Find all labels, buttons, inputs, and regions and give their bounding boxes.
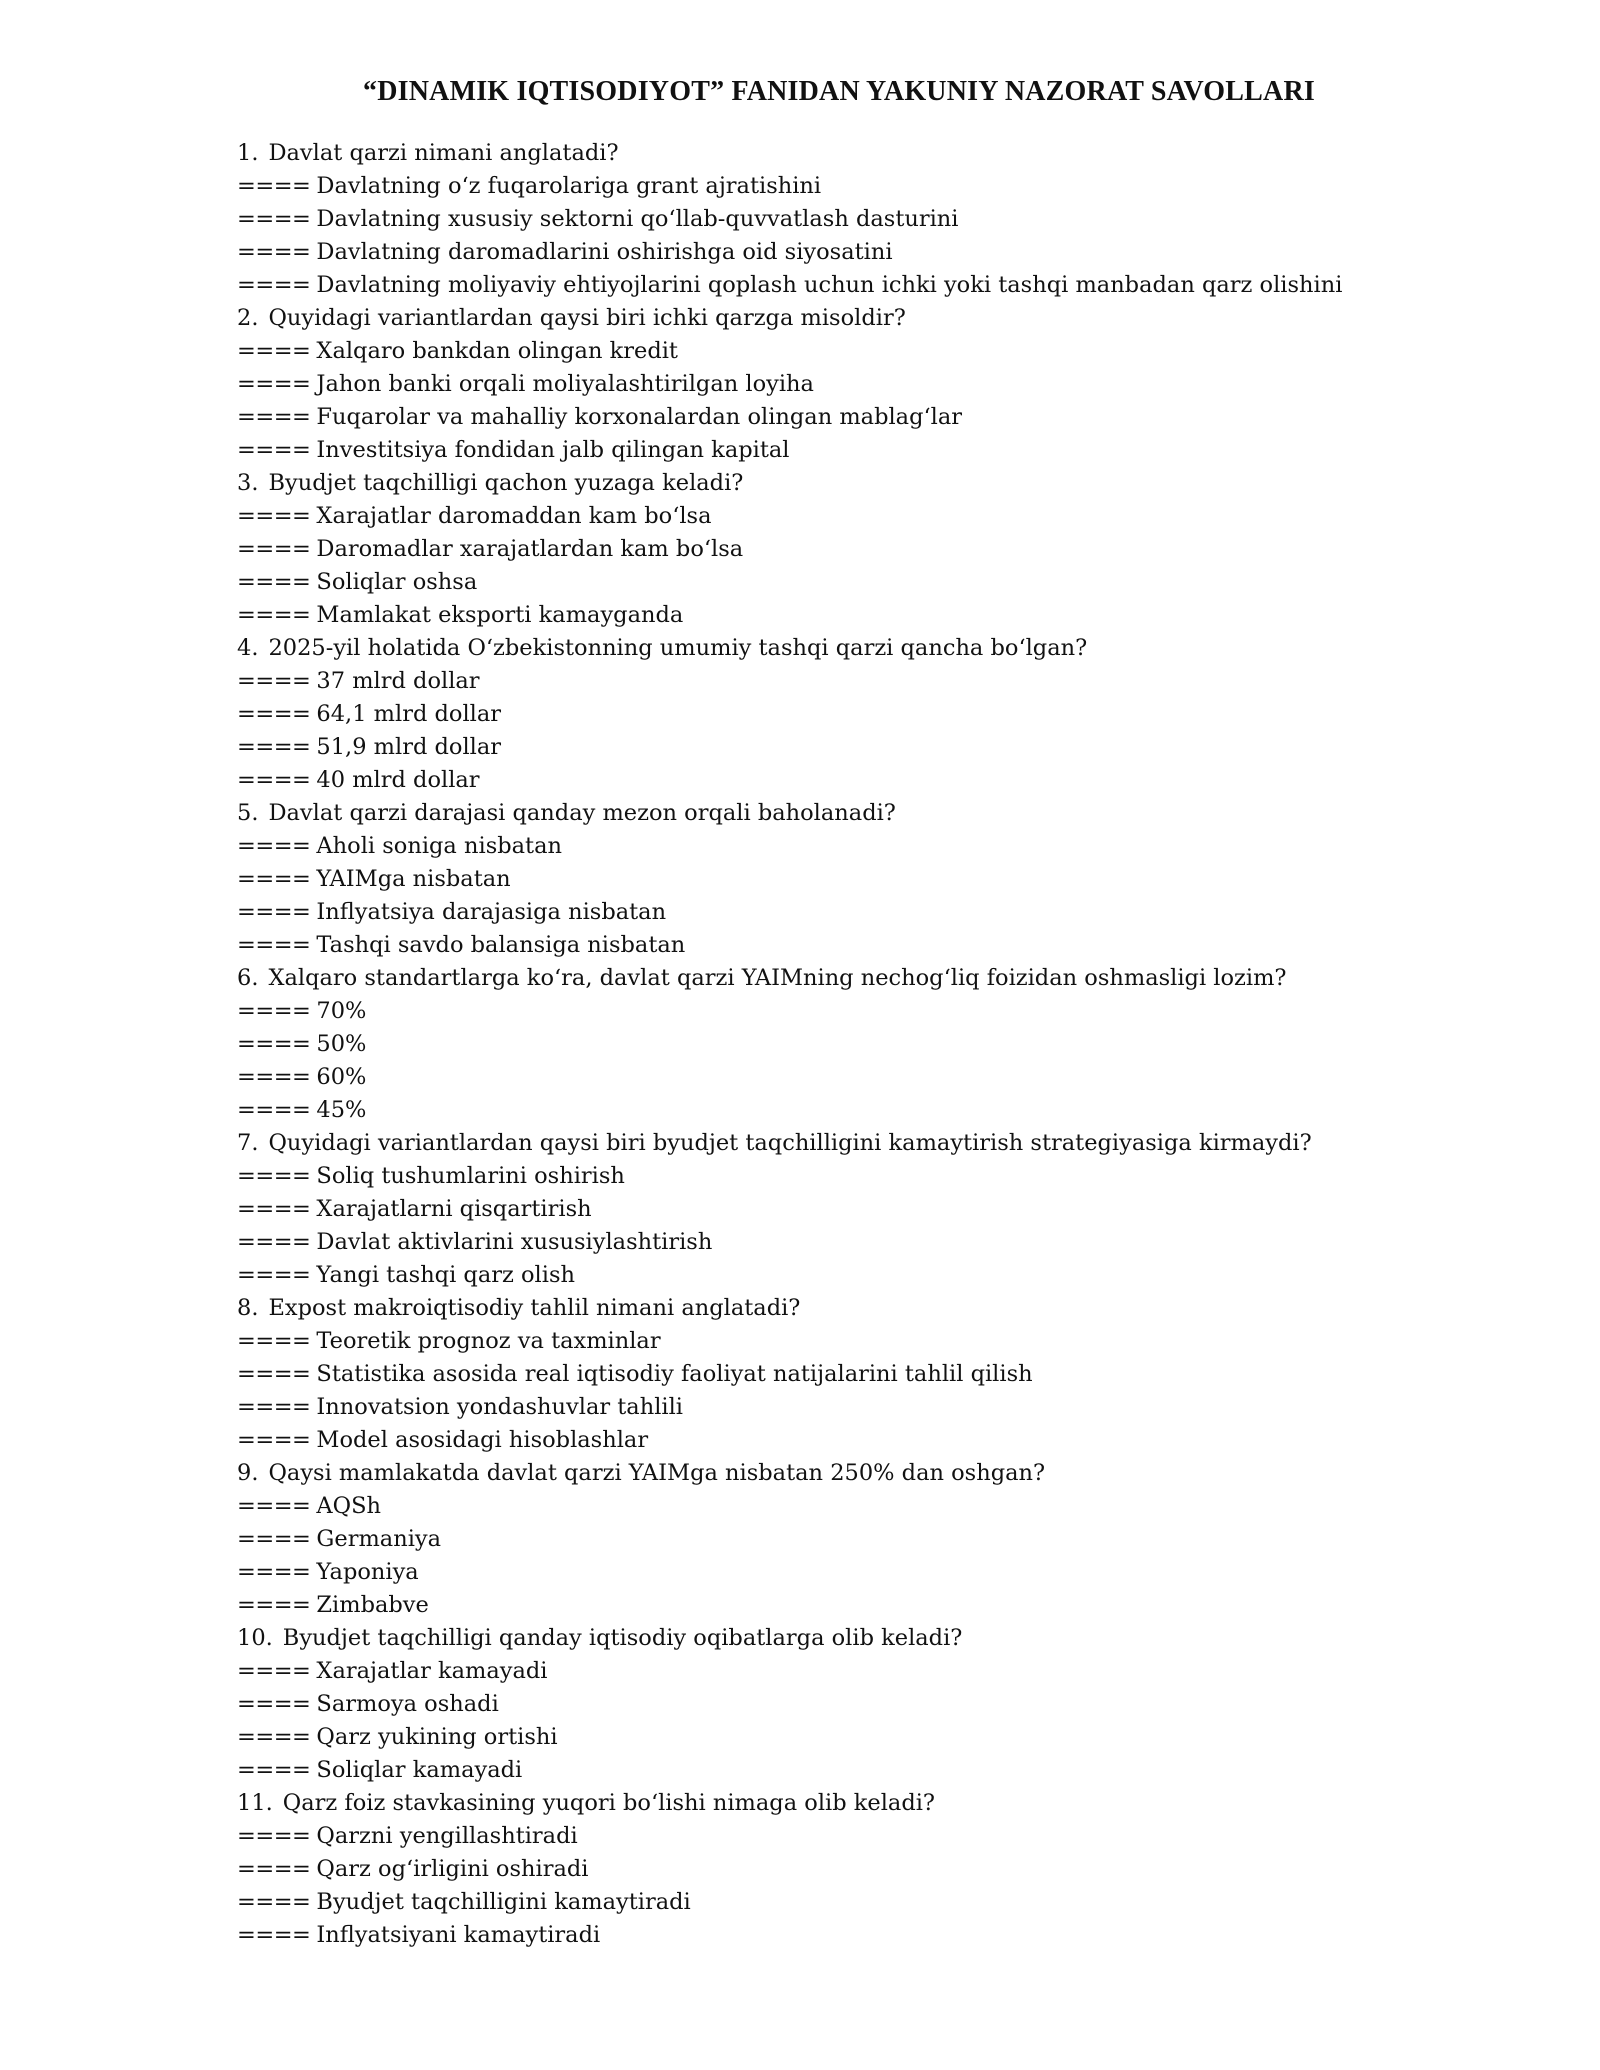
option-text: Qarzni yengillashtiradi: [316, 1823, 578, 1849]
option-text: 50%: [316, 1031, 367, 1057]
answer-option: [237, 1226, 1487, 1259]
option-text: Aholi soniga nisbatan: [316, 833, 562, 859]
answer-option: [237, 1358, 1487, 1391]
option-text: Yangi tashqi qarz olish: [316, 1262, 575, 1288]
option-text: Model asosidagi hisoblashlar: [316, 1427, 649, 1453]
question-line: [237, 1622, 1487, 1655]
question-block: [237, 1292, 1487, 1457]
answer-option: [237, 1820, 1487, 1853]
answer-option: [237, 896, 1487, 929]
option-text: Davlatning moliyaviy ehtiyojlarini qoplash uchun ichki yoki tashqi manbadan qarz olishini: [316, 272, 1343, 298]
option-text: Innovatsion yondashuvlar tahlili: [316, 1394, 683, 1420]
option-marker: ====: [237, 602, 311, 628]
answer-option: [237, 170, 1487, 203]
option-marker: ====: [237, 1196, 311, 1222]
option-marker: ====: [237, 701, 311, 727]
option-text: Xalqaro bankdan olingan kredit: [316, 338, 678, 364]
option-text: YAIMga nisbatan: [316, 866, 511, 892]
answer-option: [237, 1391, 1487, 1424]
option-marker: ====: [237, 1394, 311, 1420]
question-text: Byudjet taqchilligi qachon yuzaga keladi?: [268, 470, 744, 496]
answer-option: [237, 1556, 1487, 1589]
question-block: [237, 1127, 1487, 1292]
document-title: “DINAMIK IQTISODIYOT” FANIDAN YAKUNIY NAZORAT SAVOLLARI: [363, 76, 1315, 107]
option-marker: ====: [237, 833, 311, 859]
option-text: Xarajatlarni qisqartirish: [316, 1196, 592, 1222]
question-block: [237, 962, 1487, 1127]
question-number: 2.: [237, 305, 259, 331]
option-marker: ====: [237, 371, 311, 397]
question-text: Quyidagi variantlardan qaysi biri ichki qarzga misoldir?: [268, 305, 906, 331]
option-marker: ====: [237, 536, 311, 562]
question-block: [237, 137, 1487, 302]
option-marker: ====: [237, 1922, 311, 1948]
answer-option: [237, 1193, 1487, 1226]
question-line: [237, 632, 1487, 665]
option-text: 45%: [316, 1097, 367, 1123]
answer-option: [237, 1589, 1487, 1622]
answer-option: [237, 1160, 1487, 1193]
question-text: Xalqaro standartlarga ko‘ra, davlat qarzi YAIMning nechog‘liq foizidan oshmasligi lozim?: [268, 965, 1287, 991]
answer-option: [237, 1490, 1487, 1523]
question-line: [237, 1787, 1487, 1820]
option-text: 40 mlrd dollar: [316, 767, 480, 793]
question-line: [237, 962, 1487, 995]
option-text: Xarajatlar daromaddan kam bo‘lsa: [316, 503, 712, 529]
option-marker: ====: [237, 1262, 311, 1288]
question-line: [237, 302, 1487, 335]
question-number: 4.: [237, 635, 259, 661]
option-text: Investitsiya fondidan jalb qilingan kapital: [316, 437, 790, 463]
option-marker: ====: [237, 1592, 311, 1618]
answer-option: [237, 764, 1487, 797]
question-text: Qarz foiz stavkasining yuqori bo‘lishi nimaga olib keladi?: [282, 1790, 935, 1816]
option-marker: ====: [237, 404, 311, 430]
answer-option: [237, 1259, 1487, 1292]
answer-option: [237, 1721, 1487, 1754]
question-block: [237, 1787, 1487, 1952]
answer-option: [237, 1094, 1487, 1127]
option-text: Tashqi savdo balansiga nisbatan: [316, 932, 686, 958]
option-text: Qarz yukining ortishi: [316, 1724, 558, 1750]
question-block: [237, 467, 1487, 632]
option-text: Xarajatlar kamayadi: [316, 1658, 548, 1684]
answer-option: [237, 665, 1487, 698]
option-text: Zimbabve: [316, 1592, 429, 1618]
question-line: [237, 797, 1487, 830]
option-text: Inflyatsiya darajasiga nisbatan: [316, 899, 667, 925]
question-list: [237, 137, 1487, 1952]
answer-option: [237, 368, 1487, 401]
answer-option: [237, 1754, 1487, 1787]
question-text: Davlat qarzi darajasi qanday mezon orqali baholanadi?: [268, 800, 896, 826]
question-number: 7.: [237, 1130, 259, 1156]
option-text: Qarz og‘irligini oshiradi: [316, 1856, 589, 1882]
answer-option: [237, 500, 1487, 533]
question-number: 5.: [237, 800, 259, 826]
option-text: Teoretik prognoz va taxminlar: [316, 1328, 661, 1354]
answer-option: [237, 269, 1487, 302]
option-marker: ====: [237, 1427, 311, 1453]
option-text: Mamlakat eksporti kamayganda: [316, 602, 684, 628]
option-marker: ====: [237, 734, 311, 760]
option-text: 37 mlrd dollar: [316, 668, 480, 694]
question-number: 1.: [237, 140, 259, 166]
answer-option: [237, 1424, 1487, 1457]
answer-option: [237, 1655, 1487, 1688]
option-marker: ====: [237, 437, 311, 463]
option-marker: ====: [237, 1889, 311, 1915]
answer-option: [237, 203, 1487, 236]
option-text: 64,1 mlrd dollar: [316, 701, 502, 727]
answer-option: [237, 1688, 1487, 1721]
question-text: Byudjet taqchilligi qanday iqtisodiy oqibatlarga olib keladi?: [282, 1625, 963, 1651]
answer-option: [237, 1523, 1487, 1556]
answer-option: [237, 1853, 1487, 1886]
option-marker: ====: [237, 1856, 311, 1882]
answer-option: [237, 1061, 1487, 1094]
question-line: [237, 1457, 1487, 1490]
question-number: 8.: [237, 1295, 259, 1321]
question-line: [237, 137, 1487, 170]
answer-option: [237, 599, 1487, 632]
option-marker: ====: [237, 1724, 311, 1750]
option-marker: ====: [237, 932, 311, 958]
option-marker: ====: [237, 239, 311, 265]
option-marker: ====: [237, 1559, 311, 1585]
option-text: Germaniya: [316, 1526, 442, 1552]
answer-option: [237, 335, 1487, 368]
option-marker: ====: [237, 338, 311, 364]
option-marker: ====: [237, 1691, 311, 1717]
option-marker: ====: [237, 1229, 311, 1255]
answer-option: [237, 995, 1487, 1028]
option-marker: ====: [237, 1361, 311, 1387]
option-text: 70%: [316, 998, 367, 1024]
option-text: 60%: [316, 1064, 367, 1090]
option-text: Daromadlar xarajatlardan kam bo‘lsa: [316, 536, 744, 562]
option-marker: ====: [237, 1526, 311, 1552]
option-marker: ====: [237, 1658, 311, 1684]
option-text: Davlatning o‘z fuqarolariga grant ajratishini: [316, 173, 822, 199]
question-text: Davlat qarzi nimani anglatadi?: [268, 140, 619, 166]
answer-option: [237, 401, 1487, 434]
option-marker: ====: [237, 899, 311, 925]
question-block: [237, 1622, 1487, 1787]
option-marker: ====: [237, 1031, 311, 1057]
answer-option: [237, 830, 1487, 863]
option-text: Davlatning xususiy sektorni qo‘llab-quvvatlash dasturini: [316, 206, 959, 232]
option-text: Davlat aktivlarini xususiylashtirish: [316, 1229, 713, 1255]
question-text: Qaysi mamlakatda davlat qarzi YAIMga nisbatan 250% dan oshgan?: [268, 1460, 1046, 1486]
question-block: [237, 632, 1487, 797]
option-text: Fuqarolar va mahalliy korxonalardan olingan mablag‘lar: [316, 404, 963, 430]
option-marker: ====: [237, 272, 311, 298]
question-number: 3.: [237, 470, 259, 496]
option-marker: ====: [237, 503, 311, 529]
option-marker: ====: [237, 998, 311, 1024]
question-block: [237, 302, 1487, 467]
answer-option: [237, 1028, 1487, 1061]
option-text: Statistika asosida real iqtisodiy faoliyat natijalarini tahlil qilish: [316, 1361, 1033, 1387]
question-number: 10.: [237, 1625, 273, 1651]
option-marker: ====: [237, 569, 311, 595]
question-number: 6.: [237, 965, 259, 991]
answer-option: [237, 698, 1487, 731]
answer-option: [237, 533, 1487, 566]
option-marker: ====: [237, 767, 311, 793]
answer-option: [237, 566, 1487, 599]
question-text: Expost makroiqtisodiy tahlil nimani anglatadi?: [268, 1295, 801, 1321]
option-text: Soliqlar oshsa: [316, 569, 478, 595]
question-block: [237, 1457, 1487, 1622]
option-text: Jahon banki orqali moliyalashtirilgan loyiha: [316, 371, 814, 397]
option-marker: ====: [237, 206, 311, 232]
option-text: Yaponiya: [316, 1559, 419, 1585]
answer-option: [237, 1919, 1487, 1952]
option-marker: ====: [237, 1823, 311, 1849]
question-text: Quyidagi variantlardan qaysi biri byudjet taqchilligini kamaytirish strategiyasiga kirmaydi?: [268, 1130, 1312, 1156]
question-line: [237, 1292, 1487, 1325]
answer-option: [237, 236, 1487, 269]
answer-option: [237, 731, 1487, 764]
question-line: [237, 467, 1487, 500]
option-text: Davlatning daromadlarini oshirishga oid siyosatini: [316, 239, 893, 265]
answer-option: [237, 1886, 1487, 1919]
option-marker: ====: [237, 1097, 311, 1123]
question-number: 9.: [237, 1460, 259, 1486]
question-text: 2025-yil holatida O‘zbekistonning umumiy tashqi qarzi qancha bo‘lgan?: [268, 635, 1088, 661]
option-text: Sarmoya oshadi: [316, 1691, 499, 1717]
option-text: Byudjet taqchilligini kamaytiradi: [316, 1889, 691, 1915]
option-marker: ====: [237, 1163, 311, 1189]
option-marker: ====: [237, 1493, 311, 1519]
option-text: Inflyatsiyani kamaytiradi: [316, 1922, 601, 1948]
answer-option: [237, 434, 1487, 467]
option-marker: ====: [237, 1328, 311, 1354]
option-marker: ====: [237, 1064, 311, 1090]
option-text: 51,9 mlrd dollar: [316, 734, 502, 760]
question-number: 11.: [237, 1790, 273, 1816]
question-line: [237, 1127, 1487, 1160]
option-marker: ====: [237, 1757, 311, 1783]
question-block: [237, 797, 1487, 962]
option-text: AQSh: [316, 1493, 382, 1519]
answer-option: [237, 863, 1487, 896]
option-marker: ====: [237, 173, 311, 199]
answer-option: [237, 1325, 1487, 1358]
option-text: Soliqlar kamayadi: [316, 1757, 523, 1783]
option-marker: ====: [237, 668, 311, 694]
answer-option: [237, 929, 1487, 962]
option-text: Soliq tushumlarini oshirish: [316, 1163, 625, 1189]
option-marker: ====: [237, 866, 311, 892]
